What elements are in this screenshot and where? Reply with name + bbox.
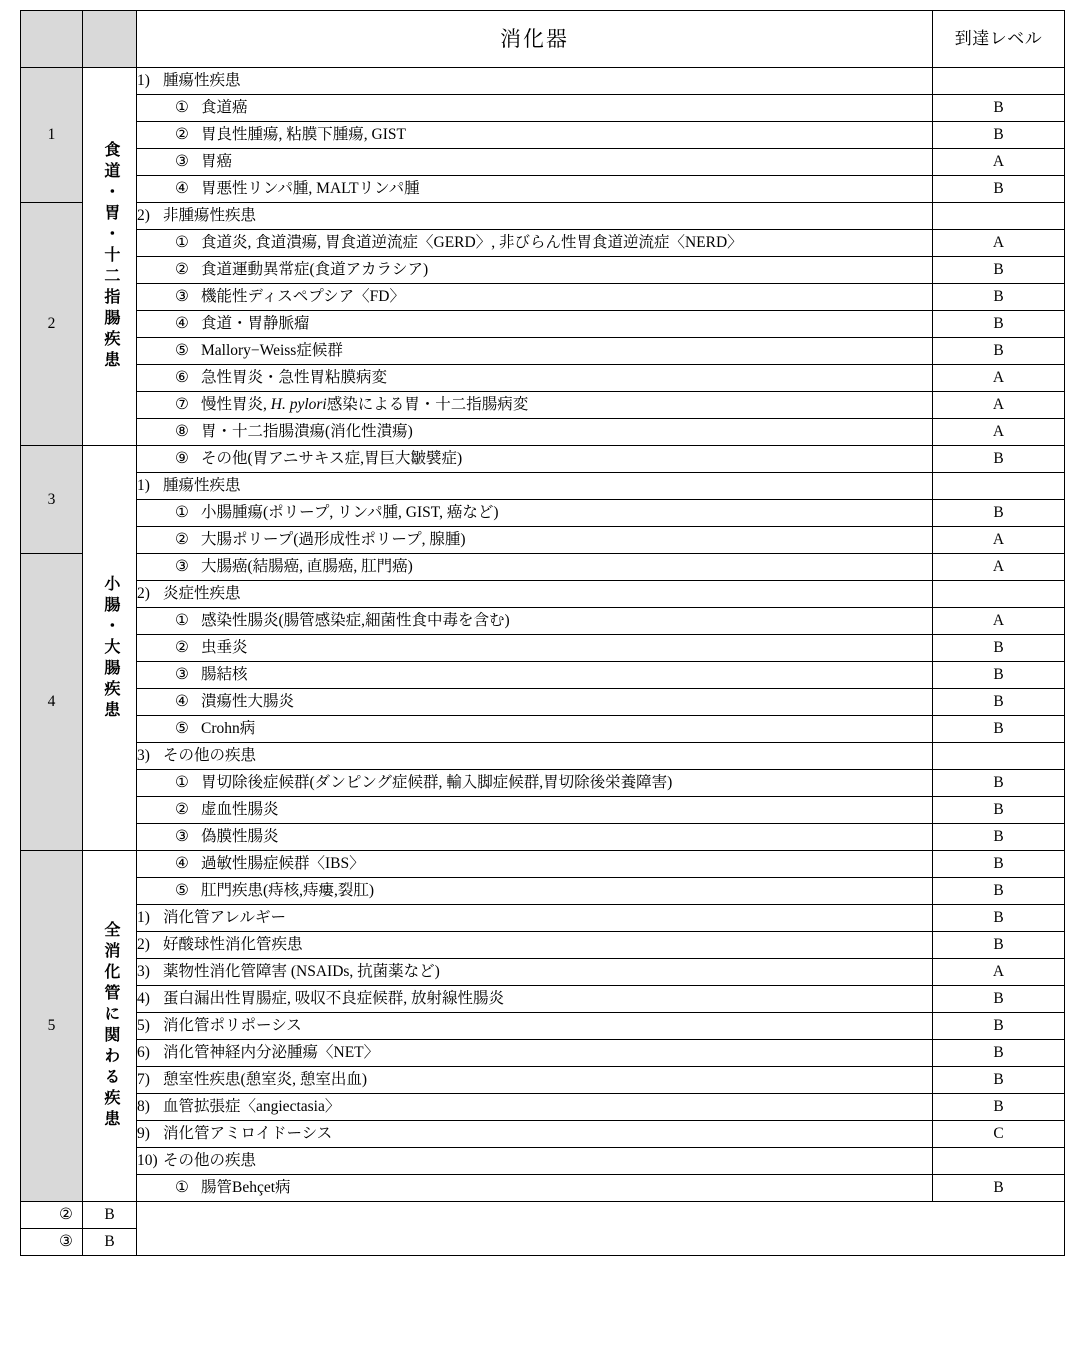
item-text: 大腸癌(結腸癌, 直腸癌, 肛門癌) (201, 558, 413, 576)
item-marker: ① (175, 774, 189, 792)
item-text: 潰瘍性大腸炎 (201, 693, 295, 711)
item-text: 血管拡張症〈angiectasia〉 (163, 1098, 341, 1116)
item-cell (137, 905, 933, 932)
item-marker: ③ (59, 1233, 73, 1251)
item-text: Mallory−Weiss症候群 (201, 342, 343, 360)
item-cell (137, 878, 933, 905)
level-cell: B (83, 1229, 137, 1256)
item-cell (137, 581, 933, 608)
item-cell (137, 473, 933, 500)
level-cell: B (933, 1067, 1065, 1094)
item-cell (137, 797, 933, 824)
item-text: 消化管ポリポーシス (163, 1017, 302, 1035)
table-row (21, 1229, 1065, 1256)
item-cell (137, 932, 933, 959)
item-text: 食道運動異常症(食道アカラシア) (201, 261, 429, 279)
item-marker: 8) (137, 1098, 150, 1116)
table-row (21, 95, 1065, 122)
item-text: Crohn病 (201, 720, 256, 738)
item-cell (137, 1067, 933, 1094)
level-cell: A (933, 554, 1065, 581)
table-row (21, 338, 1065, 365)
table-row (21, 230, 1065, 257)
table-row (21, 932, 1065, 959)
level-cell: B (933, 1013, 1065, 1040)
item-text: 胃・十二指腸潰瘍(消化性潰瘍) (201, 423, 413, 441)
item-cell (137, 1013, 933, 1040)
item-text: 消化管アミロイドーシス (163, 1125, 333, 1143)
level-cell: B (83, 1202, 137, 1229)
item-cell (21, 1202, 83, 1229)
item-marker: ③ (175, 558, 189, 576)
item-cell (137, 716, 933, 743)
table-row (21, 716, 1065, 743)
item-marker: ① (175, 612, 189, 630)
table-row (21, 419, 1065, 446)
item-marker: ② (175, 126, 189, 144)
item-cell (137, 500, 933, 527)
item-text: その他(胃アニサキス症,胃巨大皺襞症) (201, 450, 463, 468)
item-text-italic: H. pylori (270, 396, 327, 414)
item-cell (137, 338, 933, 365)
table-body (21, 11, 1065, 1256)
level-cell: B (933, 716, 1065, 743)
level-cell: A (933, 527, 1065, 554)
item-cell (137, 392, 933, 419)
level-cell: B (933, 1040, 1065, 1067)
item-text: 腸管Behçet病 (201, 1179, 291, 1197)
item-marker: 6) (137, 1044, 150, 1062)
item-cell (137, 203, 933, 230)
item-text: 炎症性疾患 (163, 585, 241, 603)
item-marker: ③ (175, 153, 189, 171)
item-cell (137, 257, 933, 284)
level-cell: B (933, 689, 1065, 716)
item-marker: ① (175, 1179, 189, 1197)
item-marker: 3) (137, 963, 150, 981)
group-label-cell (83, 68, 137, 446)
item-cell (137, 284, 933, 311)
level-cell (933, 743, 1065, 770)
item-cell (137, 824, 933, 851)
table-row (21, 851, 1065, 878)
item-cell (137, 230, 933, 257)
item-marker: ② (175, 639, 189, 657)
table-row (21, 500, 1065, 527)
item-text: 薬物性消化管障害 (NSAIDs, 抗菌薬など) (163, 963, 440, 981)
item-marker: ③ (175, 828, 189, 846)
table-row (21, 1202, 1065, 1229)
item-cell (137, 1175, 933, 1202)
item-marker: ⑨ (175, 450, 189, 468)
item-cell (137, 851, 933, 878)
item-marker: 1) (137, 477, 150, 495)
group-label-text: 小腸・大腸疾患 (101, 574, 119, 722)
item-marker: ③ (175, 288, 189, 306)
item-marker: 4) (137, 990, 150, 1008)
level-cell: B (933, 878, 1065, 905)
item-cell (137, 419, 933, 446)
table-row (21, 1067, 1065, 1094)
item-text: 胃切除後症候群(ダンピング症候群, 輸入脚症候群,胃切除後栄養障害) (201, 774, 673, 792)
item-text: 虚血性腸炎 (201, 801, 279, 819)
table-row (21, 878, 1065, 905)
table-row (21, 1121, 1065, 1148)
table-row (21, 473, 1065, 500)
table-row (21, 68, 1065, 95)
group-label-text: 全消化管に関わる疾患 (101, 921, 119, 1131)
table-row (21, 581, 1065, 608)
item-text: その他の疾患 (163, 747, 257, 765)
level-cell: A (933, 149, 1065, 176)
item-marker: ② (175, 261, 189, 279)
item-marker: ① (175, 234, 189, 252)
level-cell (933, 203, 1065, 230)
level-cell: A (933, 392, 1065, 419)
table-row (21, 311, 1065, 338)
item-marker: ⑦ (175, 396, 189, 414)
item-marker: ④ (175, 693, 189, 711)
item-cell (137, 446, 933, 473)
table-row (21, 365, 1065, 392)
item-marker: 9) (137, 1125, 150, 1143)
item-cell (137, 95, 933, 122)
level-cell: A (933, 959, 1065, 986)
table-row (21, 1148, 1065, 1175)
group-number-cell: 5 (21, 851, 83, 1202)
item-marker: ⑧ (175, 423, 189, 441)
item-cell (137, 959, 933, 986)
item-text: 過敏性腸症候群〈IBS〉 (201, 855, 365, 873)
item-cell (137, 1121, 933, 1148)
item-marker: 7) (137, 1071, 150, 1089)
item-text: 慢性胃炎, H. pylori感染による胃・十二指腸病変 (201, 396, 529, 414)
item-text: 感染性腸炎(腸管感染症,細菌性食中毒を含む) (201, 612, 510, 630)
table-row (21, 905, 1065, 932)
item-marker: 1) (137, 909, 150, 927)
item-marker: ② (59, 1206, 73, 1224)
level-cell (933, 1148, 1065, 1175)
table-row (21, 176, 1065, 203)
level-cell: A (933, 365, 1065, 392)
item-marker: 3) (137, 747, 150, 765)
item-marker: ④ (175, 855, 189, 873)
group-number-cell: 2 (21, 203, 83, 446)
item-marker: ② (175, 801, 189, 819)
table-row (21, 203, 1065, 230)
item-marker: ④ (175, 180, 189, 198)
table-header-row (21, 11, 1065, 68)
item-text: 食道・胃静脈瘤 (201, 315, 310, 333)
table-row (21, 554, 1065, 581)
level-cell: B (933, 284, 1065, 311)
item-marker: ① (175, 99, 189, 117)
item-marker: 2) (137, 585, 150, 603)
item-marker: ② (175, 531, 189, 549)
group-label-text: 食道・胃・十二指腸疾患 (101, 141, 119, 372)
item-text: 食道炎, 食道潰瘍, 胃食道逆流症〈GERD〉, 非びらん性胃食道逆流症〈NERD〉 (201, 234, 743, 252)
level-cell: B (933, 851, 1065, 878)
group-number-cell: 1 (21, 68, 83, 203)
table-row (21, 257, 1065, 284)
level-cell: B (933, 1175, 1065, 1202)
item-text: 胃悪性リンパ腫, MALTリンパ腫 (201, 180, 420, 198)
item-text: 肛門疾患(痔核,痔瘻,裂肛) (201, 882, 375, 900)
level-cell: B (933, 986, 1065, 1013)
item-marker: ③ (175, 666, 189, 684)
item-cell (137, 608, 933, 635)
level-cell: A (933, 608, 1065, 635)
level-cell: B (933, 95, 1065, 122)
item-text: 腫瘍性疾患 (163, 477, 241, 495)
table-row (21, 608, 1065, 635)
level-cell: A (933, 230, 1065, 257)
level-cell: B (933, 176, 1065, 203)
item-text: 腫瘍性疾患 (163, 72, 241, 90)
level-cell: B (933, 662, 1065, 689)
table-row (21, 959, 1065, 986)
item-text: 蛋白漏出性胃腸症, 吸収不良症候群, 放射線性腸炎 (163, 990, 505, 1008)
item-marker: 2) (137, 207, 150, 225)
table-row (21, 122, 1065, 149)
table-row (21, 635, 1065, 662)
level-cell: C (933, 1121, 1065, 1148)
item-text: 機能性ディスペプシア〈FD〉 (201, 288, 405, 306)
item-text: 消化管アレルギー (163, 909, 286, 927)
item-cell (137, 527, 933, 554)
item-text: 偽膜性腸炎 (201, 828, 279, 846)
item-text: 好酸球性消化管疾患 (163, 936, 303, 954)
item-cell (137, 1148, 933, 1175)
table-row (21, 770, 1065, 797)
item-cell (137, 311, 933, 338)
level-cell: B (933, 500, 1065, 527)
item-cell (137, 149, 933, 176)
level-cell (933, 473, 1065, 500)
item-marker: ① (175, 504, 189, 522)
header-blank-group (83, 11, 137, 68)
item-cell (137, 770, 933, 797)
item-text: 急性胃炎・急性胃粘膜病変 (201, 369, 388, 387)
item-cell (137, 68, 933, 95)
header-blank-number (21, 11, 83, 68)
level-cell: B (933, 122, 1065, 149)
item-marker: 2) (137, 936, 150, 954)
item-cell (137, 1094, 933, 1121)
header-title: 消化器 (137, 11, 933, 68)
item-cell (137, 365, 933, 392)
level-cell: B (933, 311, 1065, 338)
item-marker: ⑤ (175, 882, 189, 900)
item-cell (137, 635, 933, 662)
item-marker: ④ (175, 315, 189, 333)
level-cell: B (933, 635, 1065, 662)
table-row (21, 824, 1065, 851)
group-label-cell (83, 851, 137, 1202)
level-cell (933, 581, 1065, 608)
item-text: 虫垂炎 (201, 639, 248, 657)
table-row (21, 1013, 1065, 1040)
table-row (21, 446, 1065, 473)
level-cell: B (933, 797, 1065, 824)
item-text: 大腸ポリープ(過形成性ポリープ, 腺腫) (201, 531, 466, 549)
item-marker: ⑤ (175, 720, 189, 738)
item-marker: ⑥ (175, 369, 189, 387)
level-cell: B (933, 446, 1065, 473)
level-cell: B (933, 770, 1065, 797)
group-label-cell (83, 446, 137, 851)
item-cell (137, 176, 933, 203)
table-row (21, 1040, 1065, 1067)
group-number-cell: 3 (21, 446, 83, 554)
table-row (21, 527, 1065, 554)
item-text: 小腸腫瘍(ポリープ, リンパ腫, GIST, 癌など) (201, 504, 499, 522)
item-marker: 10) (137, 1152, 158, 1170)
level-cell: B (933, 905, 1065, 932)
header-level: 到達レベル (933, 11, 1065, 68)
item-cell (137, 743, 933, 770)
item-cell (137, 1040, 933, 1067)
item-cell (137, 689, 933, 716)
level-cell: B (933, 338, 1065, 365)
table-row (21, 392, 1065, 419)
level-cell: B (933, 257, 1065, 284)
item-text: 胃良性腫瘍, 粘膜下腫瘍, GIST (201, 126, 406, 144)
item-cell (137, 554, 933, 581)
item-cell (137, 122, 933, 149)
item-marker: 1) (137, 72, 150, 90)
table-row (21, 743, 1065, 770)
curriculum-table (20, 10, 1065, 1256)
table-row (21, 797, 1065, 824)
level-cell: B (933, 824, 1065, 851)
level-cell: B (933, 1094, 1065, 1121)
table-row (21, 986, 1065, 1013)
item-text: 胃癌 (201, 153, 233, 171)
item-marker: 5) (137, 1017, 150, 1035)
table-row (21, 1175, 1065, 1202)
item-cell (21, 1229, 83, 1256)
item-cell (137, 986, 933, 1013)
table-row (21, 284, 1065, 311)
item-text: 消化管神経内分泌腫瘍〈NET〉 (163, 1044, 380, 1062)
table-row (21, 149, 1065, 176)
level-cell (933, 68, 1065, 95)
level-cell: A (933, 419, 1065, 446)
level-cell: B (933, 932, 1065, 959)
item-text: 腸結核 (201, 666, 248, 684)
item-text: 食道癌 (201, 99, 248, 117)
item-cell (137, 662, 933, 689)
group-number-cell: 4 (21, 554, 83, 851)
table-row (21, 689, 1065, 716)
table-row (21, 662, 1065, 689)
item-text: 非腫瘍性疾患 (163, 207, 257, 225)
item-marker: ⑤ (175, 342, 189, 360)
item-text: 憩室性疾患(憩室炎, 憩室出血) (163, 1071, 368, 1089)
table-row (21, 1094, 1065, 1121)
item-text: その他の疾患 (163, 1152, 257, 1170)
